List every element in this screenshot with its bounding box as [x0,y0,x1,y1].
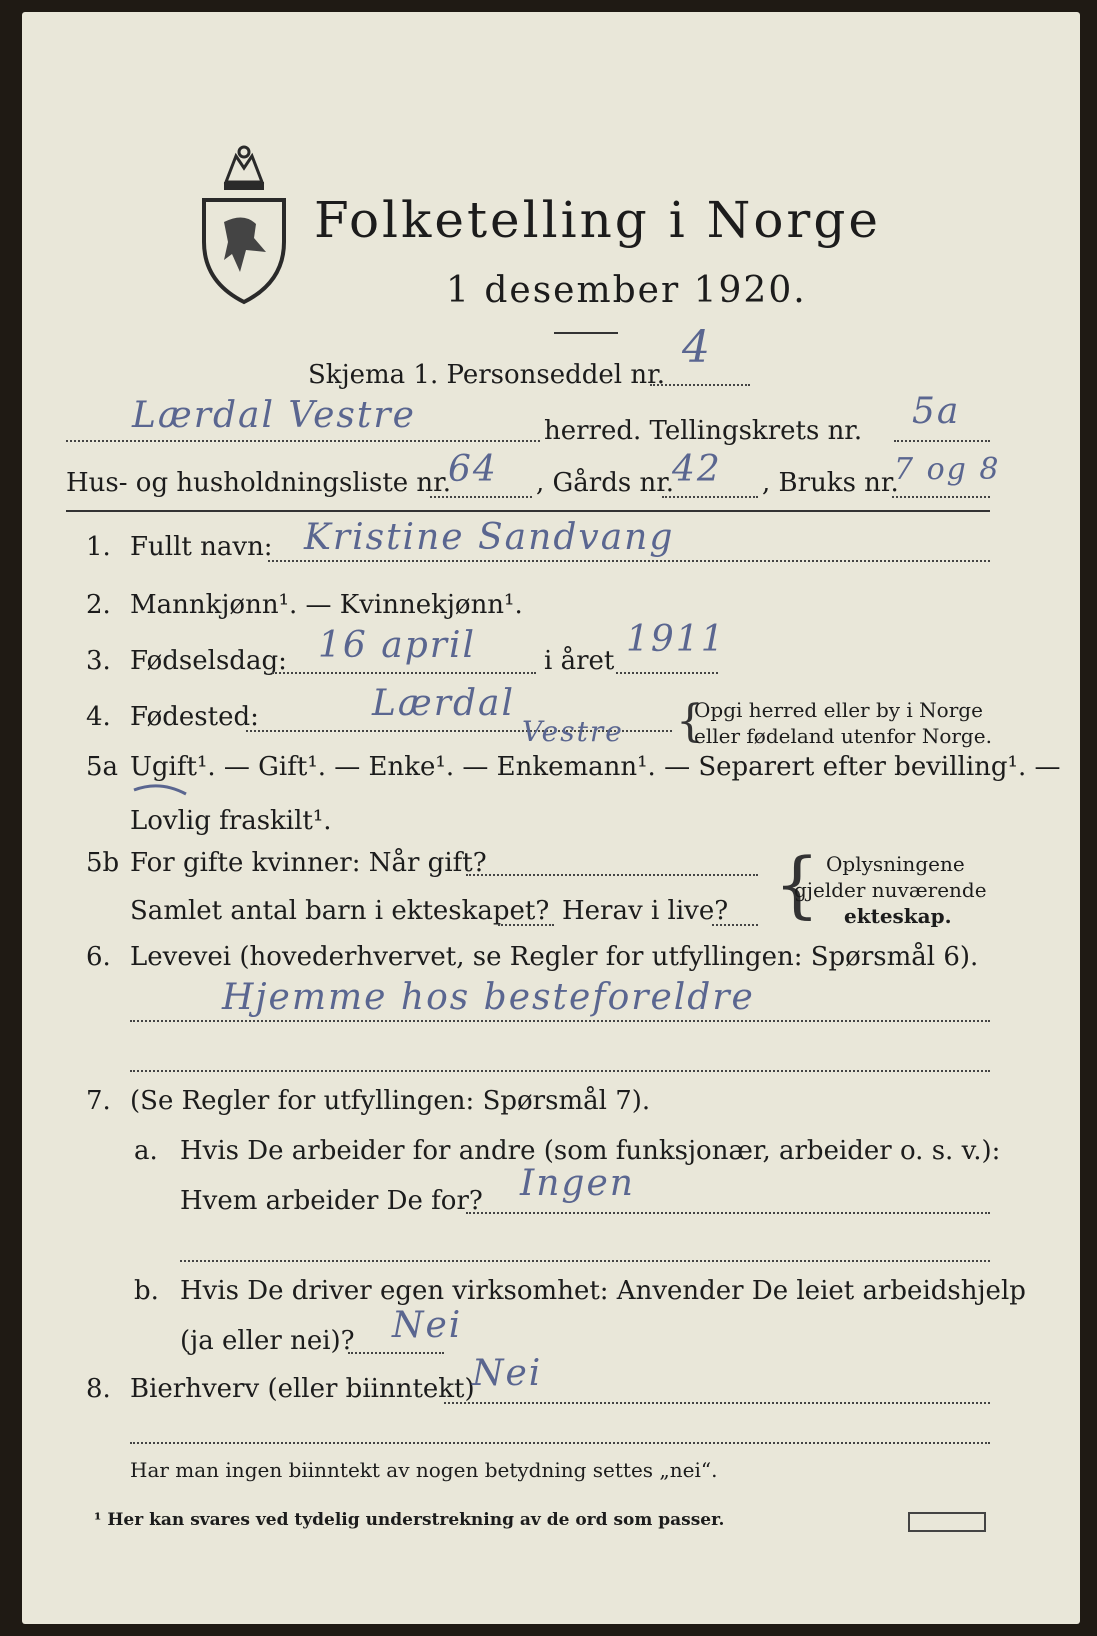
q7a-question: Hvis De arbeider for andre (som funksjonær, arbeider o. s. v.): [180,1136,1001,1166]
form-title: Folketelling i Norge [314,191,881,249]
levevei-value[interactable]: Hjemme hos besteforeldre [222,977,755,1018]
item-number-1: 1. [86,532,111,562]
fodselsdag-field-line [272,672,536,674]
ekteskap-note-brace: { [774,842,820,926]
item-number-8: 8. [86,1374,111,1404]
ekteskap-note-line2: gjelder nuværende [794,878,987,902]
schema-label: Skjema 1. Personseddel nr. [308,360,665,390]
levevei-label: Levevei (hovederhvervet, se Regler for utfyllingen: Spørsmål 6). [130,942,979,972]
item-number-4: 4. [86,702,111,732]
i-live-label: Herav i live? [562,896,729,926]
arbeidshjelp-field-line [348,1352,444,1354]
husholdningsliste-value[interactable]: 64 [448,449,498,490]
fodested-value-2[interactable]: Vestre [522,715,624,748]
footnote: ¹ Her kan svares ved tydelig understrekning av de ord som passer. [94,1510,725,1530]
fodested-note-line2: eller fødeland utenfor Norge. [694,724,992,748]
sivilstand-options-cont: Lovlig fraskilt¹. [130,806,332,836]
fodselsdag-value[interactable]: 16 april [318,625,476,666]
fullt-navn-value[interactable]: Kristine Sandvang [304,517,675,558]
bruks-field-line [892,496,990,498]
herred-label: herred. Tellingskrets nr. [544,416,863,446]
q7b-letter: b. [134,1276,159,1306]
fodested-note-brace: { [676,696,704,747]
item-number-7: 7. [86,1086,111,1116]
husholdningsliste-field-line [430,496,532,498]
printer-mark [908,1512,986,1532]
levevei-field-line-1 [130,1020,990,1022]
aar-field-line [616,672,718,674]
item-number-2: 2. [86,590,111,620]
fullt-navn-label: Fullt navn: [130,532,273,562]
fullt-navn-field-line [268,560,990,562]
fodested-label: Fødested: [130,702,259,732]
q7a-letter: a. [134,1136,158,1166]
fodselsdag-label: Fødselsdag: [130,646,287,676]
biinntekt-field-line [444,1402,990,1404]
i-aret-label: i året [544,646,615,676]
fodested-note-line1: Opgi herred eller by i Norge [694,698,983,722]
biinntekt-label: Bierhverv (eller biinntekt) [130,1374,475,1404]
biinntekt-value[interactable]: Nei [472,1353,543,1394]
item-number-6: 6. [86,942,111,972]
biinntekt-note: Har man ingen biinntekt av nogen betydning settes „nei“. [130,1458,718,1482]
ja-eller-nei-label: (ja eller nei)? [180,1326,355,1356]
arbeidsgiver-label: Hvem arbeider De for? [180,1186,483,1216]
i-live-field-line [712,924,758,926]
tellingskrets-field-line [894,440,990,442]
q7-label: (Se Regler for utfyllingen: Spørsmål 7). [130,1086,651,1116]
personseddel-field-line [650,384,750,386]
q7a-field-line-2 [180,1260,990,1262]
gards-value[interactable]: 42 [672,449,722,490]
levevei-field-line-2 [130,1070,990,1072]
form-date: 1 desember 1920. [446,270,807,311]
tellingskrets-value[interactable]: 5a [912,391,961,432]
norway-coat-of-arms-icon [196,142,292,312]
barn-label: Samlet antal barn i ekteskapet? [130,896,550,926]
header-divider [66,510,990,512]
ekteskap-note-line1: Oplysningene [826,852,965,876]
bruks-value[interactable]: 7 og 8 [894,452,1001,487]
arbeidsgiver-field-line [466,1212,990,1214]
ugift-underline-mark [130,780,190,800]
gards-field-line [662,496,758,498]
personseddel-value[interactable]: 4 [682,322,712,373]
item-number-3: 3. [86,646,111,676]
gifte-kvinner-label: For gifte kvinner: Når gift? [130,848,487,878]
item-number-5b: 5b [86,848,120,878]
barn-field-line [498,924,554,926]
arbeidsgiver-value[interactable]: Ingen [520,1163,635,1204]
title-divider [554,332,618,334]
fodested-value[interactable]: Lærdal [372,683,515,724]
kjonn-label: Mannkjønn¹. — Kvinnekjønn¹. [130,590,523,620]
sivilstand-options: Ugift¹. — Gift¹. — Enke¹. — Enkemann¹. — Separert efter bevilling¹. — [130,752,1061,782]
bruks-label: , Bruks nr. [762,468,899,498]
husholdningsliste-label: Hus- og husholdningsliste nr. [66,468,452,498]
item-number-5a: 5a [86,752,119,782]
aar-value[interactable]: 1911 [626,619,726,660]
naar-gift-field-line [466,874,758,876]
biinntekt-field-line-2 [130,1442,990,1444]
census-form [22,12,1080,1624]
herred-value[interactable]: Lærdal Vestre [132,395,416,436]
arbeidshjelp-value[interactable]: Nei [392,1305,463,1346]
gards-label: , Gårds nr. [536,468,675,498]
ekteskap-note-line3: ekteskap. [844,904,952,928]
herred-field-line [66,440,540,442]
q7b-question: Hvis De driver egen virksomhet: Anvender De leiet arbeidshjelp [180,1276,1026,1306]
